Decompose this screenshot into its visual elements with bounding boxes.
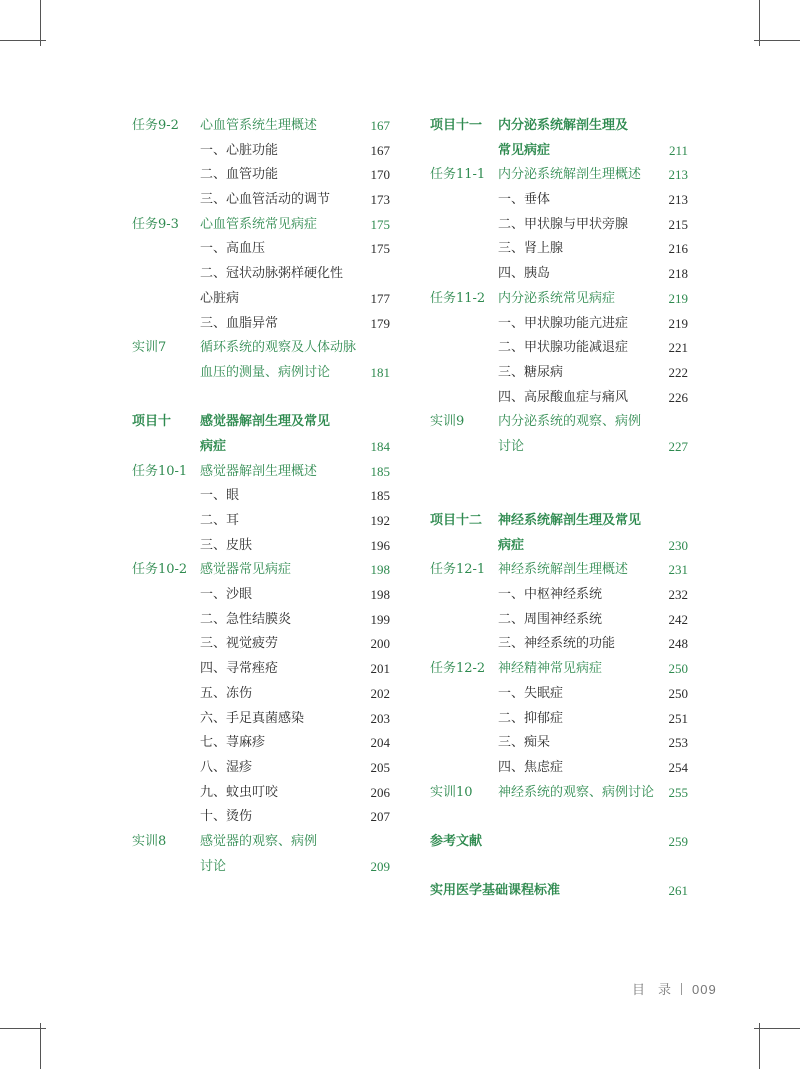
toc-entry-page: 192 — [370, 513, 390, 528]
toc-entry-label: 任务9-2 — [132, 118, 179, 133]
toc-entry-title: 三、视觉疲劳 — [200, 636, 279, 652]
toc-entry-title: 五、冻伤 — [200, 685, 253, 701]
toc-entry-title: 感觉器的观察、病例 — [200, 833, 318, 849]
toc-entry[interactable] — [430, 114, 688, 139]
toc-entry-label: 实用医学基础课程标准 — [430, 883, 561, 899]
toc-entry[interactable] — [132, 139, 390, 164]
toc-entry-title: 内分泌系统解剖生理及 — [498, 118, 629, 133]
toc-entry-page: 167 — [370, 142, 390, 158]
toc-entry-page: 211 — [668, 142, 688, 158]
toc-entry-page: 170 — [370, 167, 390, 183]
toc-entry[interactable] — [132, 509, 390, 534]
toc-entry-page: 177 — [370, 290, 390, 306]
toc-entry-title: 四、寻常痤疮 — [200, 661, 279, 677]
toc-entry-title: 感觉器解剖生理及常见 — [200, 414, 331, 430]
toc-entry-page: 207 — [370, 809, 390, 825]
toc-entry-page: 227 — [668, 438, 688, 454]
toc-entry[interactable] — [132, 830, 390, 855]
toc-entry-title: 三、血脂异常 — [200, 315, 279, 331]
toc-entry[interactable] — [132, 312, 390, 337]
toc-entry-label: 任务11-2 — [430, 290, 486, 306]
toc-entry-title: 神经精神常见病症 — [498, 661, 603, 677]
toc-left-column — [132, 114, 390, 879]
toc-entry[interactable] — [132, 682, 390, 707]
toc-entry-page: 167 — [370, 118, 390, 133]
toc-entry-label: 项目十二 — [430, 513, 483, 528]
toc-entry-title: 常见病症 — [498, 142, 551, 158]
toc-entry[interactable] — [132, 558, 390, 583]
toc-entry[interactable] — [430, 336, 688, 361]
toc-entry[interactable] — [430, 682, 688, 707]
toc-entry[interactable] — [132, 583, 390, 608]
toc-entry[interactable] — [132, 855, 390, 880]
toc-entry-page: 216 — [668, 241, 688, 257]
toc-entry[interactable] — [132, 460, 390, 485]
toc-entry-page: 206 — [370, 784, 390, 800]
toc-entry[interactable] — [430, 608, 688, 633]
toc-entry-page: 204 — [370, 735, 390, 751]
toc-entry-title: 病症 — [200, 438, 227, 454]
toc-entry[interactable] — [132, 188, 390, 213]
toc-entry[interactable] — [430, 163, 688, 188]
toc-entry-page: 209 — [370, 858, 390, 874]
toc-entry-title: 一、心脏功能 — [200, 142, 279, 158]
toc-entry-page: 199 — [370, 611, 390, 627]
toc-entry[interactable] — [430, 632, 688, 657]
toc-entry-label: 参考文献 — [430, 833, 483, 849]
toc-entry-title: 神经系统解剖生理概述 — [498, 562, 629, 578]
toc-entry-page: 259 — [668, 833, 688, 849]
toc-entry-label: 任务10-1 — [132, 463, 188, 479]
toc-entry-label: 任务12-1 — [430, 562, 486, 578]
footer-separator — [681, 983, 682, 995]
toc-entry[interactable] — [430, 287, 688, 312]
toc-entry-page: 230 — [668, 537, 688, 553]
toc-entry[interactable] — [430, 558, 688, 583]
toc-entry-page: 203 — [370, 710, 390, 726]
toc-entry-page: 205 — [370, 759, 390, 775]
toc-entry-page: 185 — [370, 463, 390, 479]
toc-entry[interactable] — [132, 163, 390, 188]
toc-entry[interactable] — [430, 583, 688, 608]
toc-entry-label: 项目十 — [132, 414, 172, 430]
crop-mark-bottom-right-h — [754, 1028, 800, 1029]
toc-entry[interactable] — [132, 781, 390, 806]
toc-entry[interactable] — [132, 410, 390, 435]
toc-entry[interactable] — [430, 707, 688, 732]
toc-entry-page: 226 — [668, 389, 688, 405]
toc-entry-title: 神经系统解剖生理及常见 — [498, 513, 642, 528]
toc-entry[interactable] — [132, 608, 390, 633]
toc-entry-page: 202 — [370, 685, 390, 701]
toc-entry[interactable] — [132, 213, 390, 238]
toc-entry-label: 实训7 — [132, 340, 167, 356]
toc-entry[interactable] — [430, 435, 688, 460]
toc-entry-page: 250 — [668, 661, 688, 677]
toc-entry[interactable] — [430, 139, 688, 164]
toc-entry[interactable] — [430, 830, 688, 855]
toc-entry-page: 248 — [668, 636, 688, 652]
toc-entry-title: 二、周围神经系统 — [498, 611, 603, 627]
toc-entry[interactable] — [430, 879, 688, 904]
toc-entry[interactable] — [132, 262, 390, 287]
toc-entry-page: 251 — [668, 710, 688, 726]
toc-entry-title: 一、甲状腺功能亢进症 — [498, 315, 629, 331]
toc-entry[interactable] — [132, 287, 390, 312]
toc-entry[interactable] — [430, 657, 688, 682]
toc-entry-page: 261 — [668, 883, 688, 899]
toc-entry-title: 十、烫伤 — [200, 809, 253, 825]
toc-entry-page: 215 — [668, 216, 688, 232]
crop-mark-bottom-right-v — [759, 1023, 760, 1069]
crop-mark-top-right-h — [754, 40, 800, 41]
toc-right-column — [430, 114, 688, 904]
toc-entry-page: 185 — [370, 488, 390, 504]
crop-mark-bottom-left-v — [40, 1023, 41, 1069]
toc-entry-page: 198 — [370, 587, 390, 603]
toc-entry-title: 三、痴呆 — [498, 735, 551, 751]
toc-entry[interactable] — [132, 435, 390, 460]
toc-entry[interactable] — [430, 756, 688, 781]
toc-entry-label: 任务12-2 — [430, 661, 486, 677]
toc-entry-title: 三、糖尿病 — [498, 364, 564, 380]
toc-entry-title: 七、荨麻疹 — [200, 735, 266, 751]
toc-entry[interactable] — [132, 336, 390, 361]
toc-entry-title: 循环系统的观察及人体动脉 — [200, 340, 357, 356]
toc-entry-page: 255 — [668, 784, 688, 800]
toc-entry[interactable] — [430, 509, 688, 534]
toc-entry[interactable] — [132, 731, 390, 756]
toc-entry-title: 心脏病 — [200, 290, 240, 306]
toc-entry-page: 179 — [370, 315, 390, 331]
toc-entry-page: 254 — [668, 759, 688, 775]
toc-entry-title: 四、焦虑症 — [498, 759, 564, 775]
toc-entry-label: 实训8 — [132, 833, 167, 849]
toc-entry[interactable] — [132, 534, 390, 559]
toc-entry-title: 四、胰岛 — [498, 266, 551, 282]
toc-entry[interactable] — [430, 312, 688, 337]
toc-entry-label: 项目十一 — [430, 118, 483, 133]
toc-entry-page: 222 — [668, 364, 688, 380]
toc-entry[interactable] — [430, 188, 688, 213]
toc-entry[interactable] — [430, 237, 688, 262]
toc-entry-title: 二、甲状腺与甲状旁腺 — [498, 216, 629, 232]
toc-entry-title: 感觉器解剖生理概述 — [200, 463, 318, 479]
footer-page-number: 009 — [692, 982, 717, 997]
toc-entry-title: 心血管系统常见病症 — [200, 216, 318, 232]
toc-entry[interactable] — [430, 534, 688, 559]
toc-entry-title: 内分泌系统解剖生理概述 — [498, 167, 642, 183]
toc-entry[interactable] — [132, 657, 390, 682]
crop-mark-top-left-v — [40, 0, 41, 46]
toc-entry-page: 181 — [370, 364, 390, 380]
toc-entry-title: 一、沙眼 — [200, 587, 253, 603]
toc-entry-page: 200 — [370, 636, 390, 652]
toc-entry-title: 二、急性结膜炎 — [200, 611, 292, 627]
toc-entry-title: 六、手足真菌感染 — [200, 710, 305, 726]
toc-entry-title: 病症 — [498, 537, 525, 553]
toc-entry-page: 218 — [668, 266, 688, 282]
toc-entry-page: 221 — [668, 340, 688, 356]
toc-entry[interactable] — [430, 361, 688, 386]
toc-entry-page: 253 — [668, 735, 688, 751]
toc-entry[interactable] — [430, 731, 688, 756]
toc-entry[interactable] — [132, 756, 390, 781]
toc-entry-title: 三、神经系统的功能 — [498, 636, 616, 652]
toc-spacer — [132, 386, 390, 411]
toc-entry-title: 三、皮肤 — [200, 537, 253, 553]
toc-entry-page: 213 — [668, 167, 688, 183]
toc-entry[interactable] — [132, 805, 390, 830]
toc-entry-title: 内分泌系统的观察、病例 — [498, 414, 642, 430]
toc-entry[interactable] — [430, 410, 688, 435]
toc-entry-title: 一、眼 — [200, 488, 240, 504]
toc-entry-title: 二、抑郁症 — [498, 710, 564, 726]
toc-entry-title: 讨论 — [498, 438, 525, 454]
toc-entry-page: 219 — [668, 315, 688, 331]
toc-entry-title: 内分泌系统常见病症 — [498, 290, 616, 306]
toc-entry-title: 血压的测量、病例讨论 — [200, 364, 331, 380]
toc-entry-title: 三、肾上腺 — [498, 241, 564, 257]
toc-entry-title: 一、高血压 — [200, 241, 266, 257]
toc-entry-title: 二、甲状腺功能减退症 — [498, 340, 629, 356]
toc-entry[interactable] — [430, 781, 688, 806]
toc-entry[interactable] — [132, 114, 390, 139]
toc-entry-title: 一、垂体 — [498, 192, 551, 208]
toc-entry-page: 250 — [668, 685, 688, 701]
toc-entry-label: 任务10-2 — [132, 562, 188, 578]
toc-entry-label: 实训9 — [430, 414, 465, 430]
toc-entry[interactable] — [132, 237, 390, 262]
toc-entry-title: 二、血管功能 — [200, 167, 279, 183]
toc-entry-page: 201 — [370, 661, 390, 677]
toc-entry-page: 232 — [668, 587, 688, 603]
toc-entry-title: 九、蚊虫叮咬 — [200, 784, 279, 800]
toc-entry-page: 184 — [370, 438, 390, 454]
toc-spacer — [430, 855, 688, 880]
toc-entry[interactable] — [132, 361, 390, 386]
toc-entry-label: 任务11-1 — [430, 167, 486, 183]
toc-entry-title: 二、耳 — [200, 513, 240, 528]
toc-entry[interactable] — [132, 707, 390, 732]
toc-entry-title: 四、高尿酸血症与痛风 — [498, 389, 629, 405]
toc-entry-page: 198 — [370, 562, 390, 578]
toc-entry-page: 173 — [370, 192, 390, 208]
toc-entry[interactable] — [430, 213, 688, 238]
toc-entry[interactable] — [132, 632, 390, 657]
toc-entry-label: 任务9-3 — [132, 216, 179, 232]
crop-mark-top-right-v — [759, 0, 760, 46]
footer-section-title: 目 录 — [632, 982, 672, 997]
toc-entry-page: 219 — [668, 290, 688, 306]
toc-entry[interactable] — [430, 386, 688, 411]
toc-spacer — [430, 805, 688, 830]
page-footer — [632, 979, 717, 998]
toc-entry[interactable] — [132, 484, 390, 509]
toc-entry-title: 感觉器常见病症 — [200, 562, 292, 578]
toc-entry-label: 实训10 — [430, 784, 473, 800]
toc-entry-page: 213 — [668, 192, 688, 208]
toc-entry-title: 三、心血管活动的调节 — [200, 192, 331, 208]
toc-entry-page: 242 — [668, 611, 688, 627]
toc-spacer — [430, 460, 688, 485]
toc-entry-title: 一、失眠症 — [498, 685, 564, 701]
toc-entry-page: 196 — [370, 537, 390, 553]
toc-entry-title: 二、冠状动脉粥样硬化性 — [200, 266, 344, 282]
toc-spacer — [430, 484, 688, 509]
toc-entry[interactable] — [430, 262, 688, 287]
toc-entry-title: 八、湿疹 — [200, 759, 253, 775]
toc-entry-page: 175 — [370, 241, 390, 257]
toc-entry-title: 心血管系统生理概述 — [200, 118, 318, 133]
toc-entry-title: 神经系统的观察、病例讨论 — [498, 784, 655, 800]
toc-entry-page: 175 — [370, 216, 390, 232]
toc-entry-page: 231 — [668, 562, 688, 578]
toc-entry-title: 一、中枢神经系统 — [498, 587, 603, 603]
toc-entry-title: 讨论 — [200, 858, 227, 874]
